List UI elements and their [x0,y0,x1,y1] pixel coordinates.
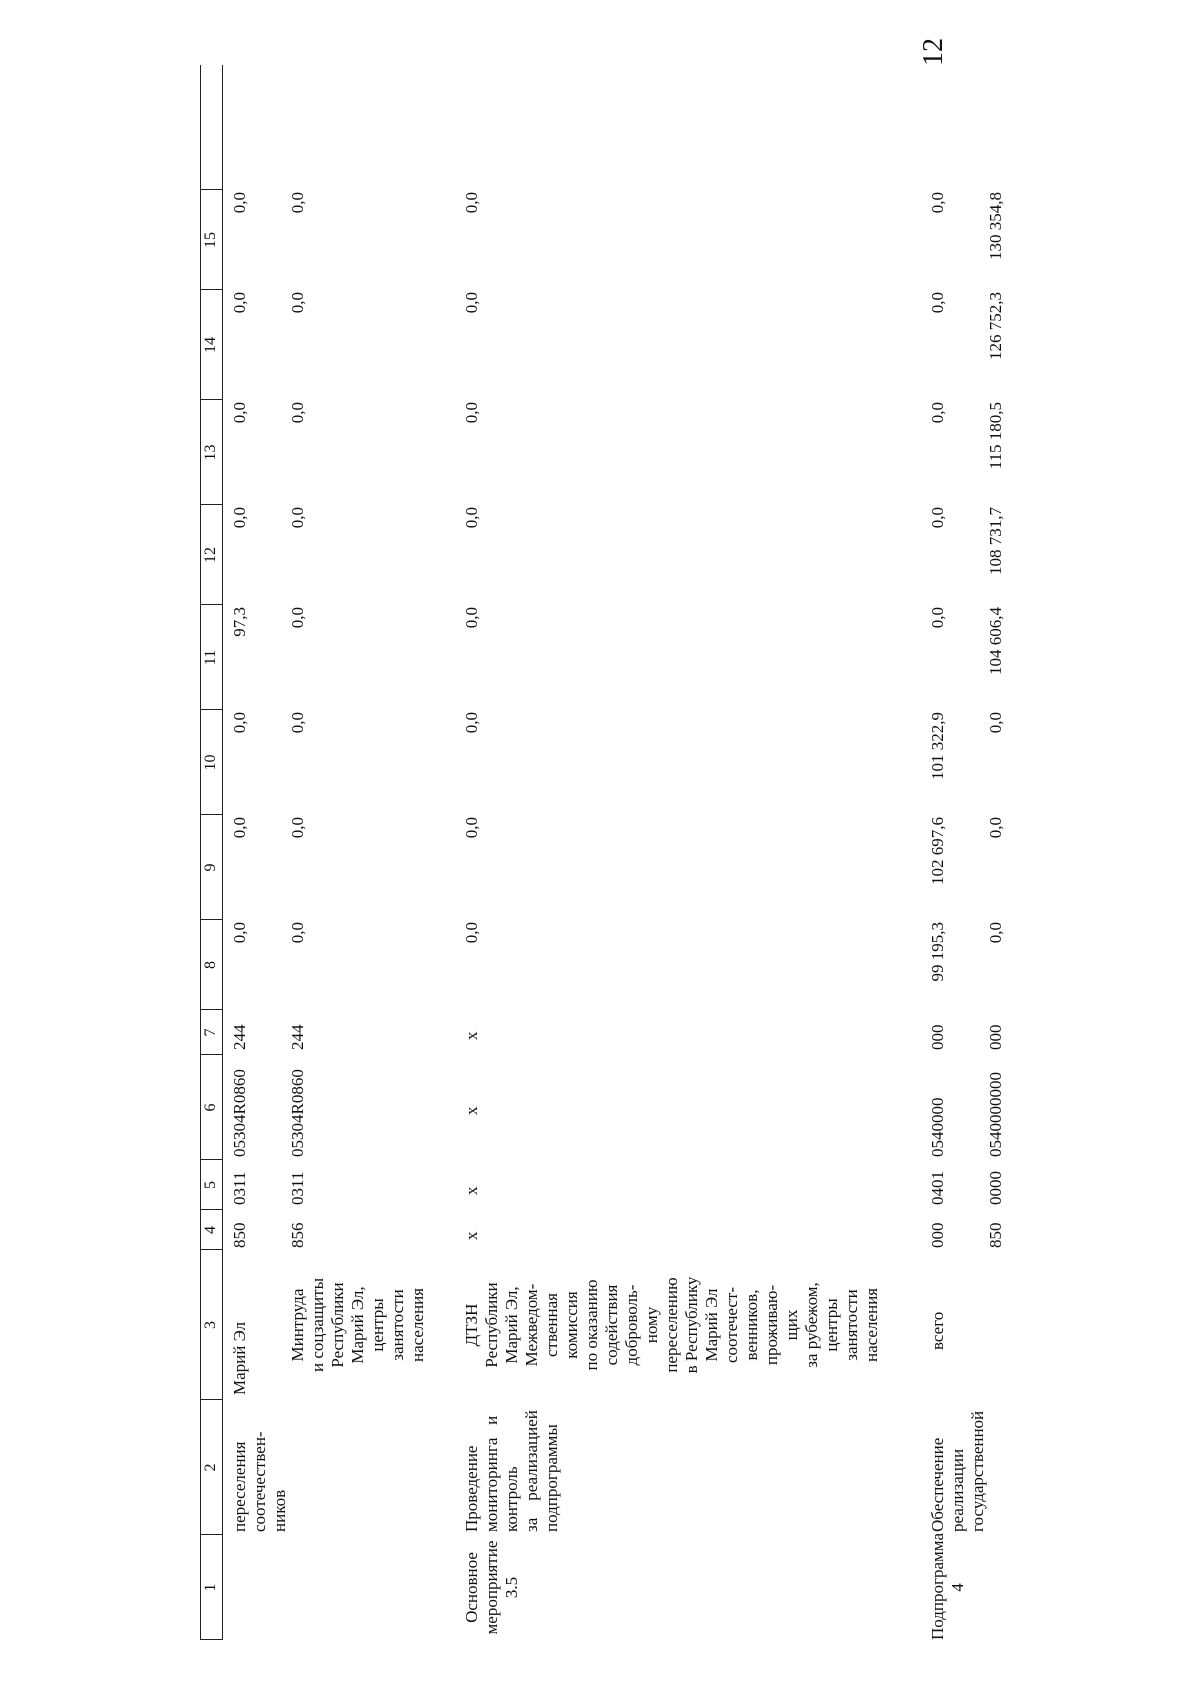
row3a-col4-grbs: 000 [928,1222,947,1248]
row1b-col6-csr: 05304R0860 [288,1069,307,1157]
row1a-col7-vr: 244 [230,1024,249,1050]
row2-col8: 0,0 [462,922,481,944]
row1a-col8: 0,0 [230,922,249,944]
row2-col12: 0,0 [462,507,481,529]
row1a-col14: 0,0 [230,292,249,314]
header-col-7: 7 [202,1028,219,1037]
row1a-col4-grbs: 850 [230,1222,249,1248]
header-col-15: 15 [202,232,219,248]
row3b-col12: 108 731,7 [986,507,1005,575]
row1a-col13: 0,0 [230,402,249,424]
header-col-3: 3 [202,1321,219,1329]
header-col-4: 4 [202,1226,219,1234]
header-bottom-rule [222,65,223,1640]
row1b-col11: 0,0 [288,607,307,629]
row3b-col15: 130 354,8 [986,192,1005,260]
row1b-col14: 0,0 [288,292,307,314]
row1b-col12: 0,0 [288,507,307,529]
row3b-col7-vr: 000 [986,1024,1005,1050]
row3a-col14: 0,0 [928,292,947,314]
row2-col15: 0,0 [462,192,481,214]
row3a-col12: 0,0 [928,507,947,529]
header-col-6: 6 [202,1103,219,1112]
row1b-col3-executor: Минтруда и соцзащиты Республики Марий Эл, центры занятости населения [288,1278,427,1372]
row3-col1-label: Подпрограмма 4 [928,1533,967,1640]
header-col-14: 14 [202,337,219,353]
row2-col4-grbs: x [462,1231,481,1240]
row3b-col9: 0,0 [986,817,1005,839]
header-col-2: 2 [202,1463,219,1472]
budget-table [200,65,1100,1640]
row1a-col5-rzpr: 0311 [230,1171,249,1205]
header-col-9: 9 [202,863,219,872]
row1b-col8: 0,0 [288,922,307,944]
row3a-col11: 0,0 [928,607,947,629]
row3b-col8: 0,0 [986,922,1005,944]
row2-col11: 0,0 [462,607,481,629]
row2-col6-csr: x [462,1106,481,1115]
row3a-col8: 99 195,3 [928,922,947,982]
row1b-col10: 0,0 [288,712,307,734]
header-col-13: 13 [202,444,219,461]
row2-col10: 0,0 [462,712,481,734]
row3b-col5-rzpr: 0000 [986,1171,1005,1205]
row3a-col5-rzpr: 0401 [928,1171,947,1205]
row1b-col13: 0,0 [288,402,307,424]
row1a-col6-csr: 05304R0860 [230,1069,249,1157]
row1a-col12: 0,0 [230,507,249,529]
row2-col2-name: Проведение мониторинга и контроль за реализацией подпрограммы [462,1410,561,1532]
row2-col7-vr: x [462,1031,481,1040]
header-col-5: 5 [202,1181,219,1189]
row1a-col3-executor: Марий Эл [230,1321,249,1395]
header-col-8: 8 [202,961,219,969]
row3b-col14: 126 752,3 [986,292,1005,360]
row3-col2-name: Обеспечение реализации государственной [928,1410,987,1532]
row1a-col10: 0,0 [230,712,249,734]
row2-col3-executor: ДТЗН Республики Марий Эл, Межведом- ственная комиссия по оказанию содействия доброволь- ному переселению в Республику Марий Эл соотечест- венников, проживаю- щих за рубежом, центры занятости населения [462,1276,881,1374]
row2-col1-label: Основное мероприятие 3.5 [462,1540,521,1635]
row2-col13: 0,0 [462,402,481,424]
row3a-col3-executor: всего [928,1311,947,1350]
row1a-col11: 97,3 [230,607,249,637]
table-top-rule [200,65,201,1640]
row1b-col5-rzpr: 0311 [288,1171,307,1205]
row1a-col15: 0,0 [230,192,249,214]
row1b-col15: 0,0 [288,192,307,214]
row2-col9: 0,0 [462,817,481,839]
row3b-col10: 0,0 [986,712,1005,734]
row3b-col13: 115 180,5 [986,402,1005,470]
row3b-col11: 104 606,4 [986,607,1005,675]
row3a-col7-vr: 000 [928,1024,947,1050]
row3a-col9: 102 697,6 [928,817,947,885]
row3b-col4-grbs: 850 [986,1222,1005,1248]
row1a-col9: 0,0 [230,817,249,839]
row2-col14: 0,0 [462,292,481,314]
header-col-1: 1 [202,1583,219,1592]
row3a-col13: 0,0 [928,402,947,424]
row1b-col4-grbs: 856 [288,1222,307,1248]
row3a-col6-csr: 0540000 [928,1097,947,1157]
row1b-col7-vr: 244 [288,1024,307,1050]
page-number: 12 [918,38,949,66]
row2-col5-rzpr: x [462,1186,481,1195]
header-col-11: 11 [202,649,219,666]
row3a-col15: 0,0 [928,192,947,214]
row1b-col9: 0,0 [288,817,307,839]
row1-col2-name: переселения соотечествен- ников [230,1431,289,1532]
header-col-10: 10 [202,754,219,771]
row3b-col6-csr: 0540000000 [986,1072,1005,1157]
row3a-col10: 101 322,9 [928,712,947,780]
header-col-12: 12 [202,547,219,563]
